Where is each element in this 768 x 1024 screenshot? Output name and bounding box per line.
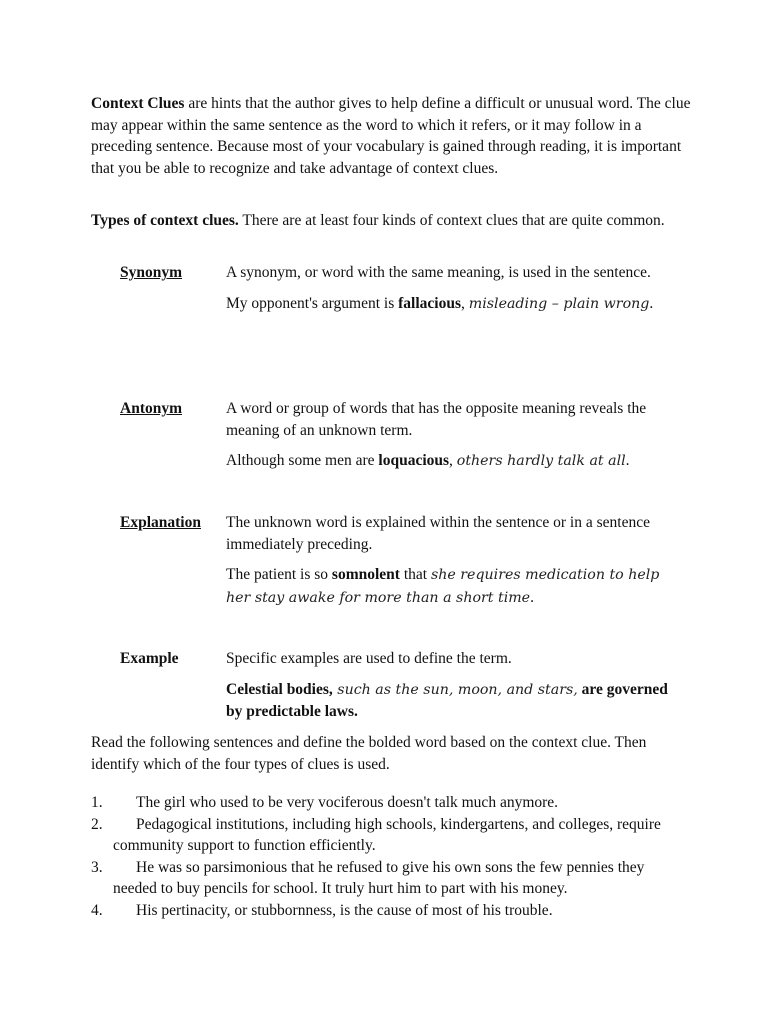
types-paragraph bbox=[91, 210, 691, 232]
clue-definition: A synonym, or word with the same meaning, is used in the sentence. bbox=[226, 264, 651, 281]
types-heading: Types of context clues. bbox=[91, 212, 239, 229]
clue-term: Example bbox=[120, 650, 179, 667]
intro-paragraph bbox=[91, 93, 691, 179]
intro-text: are hints that the author gives to help define a difficult or unusual word. The clue may appear within the same sentence as the word to which it refers, or it may follow in a preceding sentence. Because most of your vocabulary is gained through reading, it is important that you be able to recognize and take advantage of context clues. bbox=[91, 95, 691, 177]
clue-example: Celestial bodies, such as the sun, moon, and stars, are governed by predictable laws. bbox=[226, 680, 668, 720]
question-number: 3. bbox=[91, 858, 103, 876]
clue-example: My opponent's argument is fallacious, misleading – plain wrong. bbox=[226, 294, 654, 312]
instructions: Read the following sentences and define the bolded word based on the context clue. Then identify which of the four types of clues is used. bbox=[91, 734, 647, 773]
question-text: His pertinacity, or stubbornness, is the cause of most of his trouble. bbox=[136, 901, 553, 919]
clue-term: Antonym bbox=[120, 400, 183, 417]
clue-term: Synonym bbox=[120, 264, 183, 281]
list-item bbox=[91, 792, 691, 814]
clue-definition: The unknown word is explained within the sentence or in a sentence immediately preceding. bbox=[226, 514, 650, 553]
list-item bbox=[91, 857, 691, 900]
question-number: 2. bbox=[91, 815, 103, 833]
clue-example: Although some men are loquacious, others hardly talk at all. bbox=[226, 452, 630, 469]
question-number: 4. bbox=[91, 901, 103, 919]
list-item bbox=[91, 900, 691, 922]
clue-example: The patient is so somnolent that she requires medication to help her stay awake for more than a short time. bbox=[226, 566, 660, 606]
question-text: Pedagogical institutions, including high schools, kindergartens, and colleges, require community support to function efficiently. bbox=[113, 815, 661, 854]
list-item bbox=[91, 814, 691, 857]
question-text: He was so parsimonious that he refused to give his own sons the few pennies they needed to buy pencils for school. It truly hurt him to part with his money. bbox=[113, 858, 645, 897]
intro-term: Context Clues bbox=[91, 95, 185, 112]
clue-definition: Specific examples are used to define the term. bbox=[226, 650, 512, 667]
question-list bbox=[91, 792, 691, 921]
clue-definition: A word or group of words that has the opposite meaning reveals the meaning of an unknown term. bbox=[226, 400, 647, 439]
question-text: The girl who used to be very vociferous doesn't talk much anymore. bbox=[136, 794, 559, 811]
clue-term: Explanation bbox=[120, 514, 201, 531]
question-number: 1. bbox=[91, 794, 103, 811]
types-text: There are at least four kinds of context clues that are quite common. bbox=[238, 212, 665, 229]
